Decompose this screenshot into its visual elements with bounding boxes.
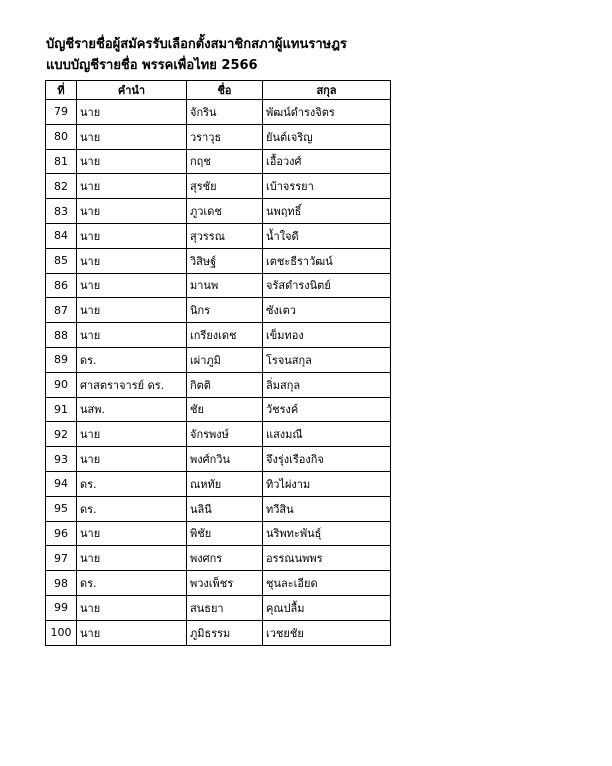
row-title: นาย xyxy=(77,595,187,620)
row-number: 98 xyxy=(46,571,77,596)
row-name: วราวุธ xyxy=(187,124,263,149)
row-name: นลินี xyxy=(187,496,263,521)
table-row xyxy=(46,347,391,372)
row-surname: จึงรุ่งเรืองกิจ xyxy=(263,447,391,472)
row-surname: นพฤทธิ์ xyxy=(263,199,391,224)
document-subtitle: แบบบัญชีรายชื่อ พรรคเพื่อไทย 2566 xyxy=(46,58,258,73)
row-title: นาย xyxy=(77,223,187,248)
table-row xyxy=(46,571,391,596)
header-title: คำนำ xyxy=(77,81,187,100)
row-number: 93 xyxy=(46,447,77,472)
row-number: 83 xyxy=(46,199,77,224)
row-surname: คุณปลื้ม xyxy=(263,595,391,620)
row-name: ณหทัย xyxy=(187,471,263,496)
row-number: 89 xyxy=(46,347,77,372)
table-row xyxy=(46,323,391,348)
table-row xyxy=(46,620,391,645)
row-surname: โรจนสกุล xyxy=(263,347,391,372)
table-row xyxy=(46,223,391,248)
row-number: 86 xyxy=(46,273,77,298)
row-title: นาย xyxy=(77,521,187,546)
row-surname: นริพทะพันธุ์ xyxy=(263,521,391,546)
row-name: สนธยา xyxy=(187,595,263,620)
row-number: 79 xyxy=(46,100,77,125)
row-number: 100 xyxy=(46,620,77,645)
table-row xyxy=(46,149,391,174)
row-number: 97 xyxy=(46,546,77,571)
table-row xyxy=(46,521,391,546)
row-title: นาย xyxy=(77,422,187,447)
row-title: ดร. xyxy=(77,496,187,521)
row-number: 85 xyxy=(46,248,77,273)
row-name: กิตติ xyxy=(187,372,263,397)
row-name: วิสิษฐ์ xyxy=(187,248,263,273)
row-name: พงศกร xyxy=(187,546,263,571)
row-title: นาย xyxy=(77,323,187,348)
row-number: 80 xyxy=(46,124,77,149)
row-number: 94 xyxy=(46,471,77,496)
table-row xyxy=(46,100,391,125)
row-title: นาย xyxy=(77,620,187,645)
row-name: เผ่าภูมิ xyxy=(187,347,263,372)
table-row xyxy=(46,447,391,472)
header-name: ชื่อ xyxy=(187,81,263,100)
table-row xyxy=(46,174,391,199)
row-surname: ทวีสิน xyxy=(263,496,391,521)
row-surname: น้ำใจดี xyxy=(263,223,391,248)
row-name: พิชัย xyxy=(187,521,263,546)
row-surname: เวชยชัย xyxy=(263,620,391,645)
row-name: ภูมิธรรม xyxy=(187,620,263,645)
row-surname: ชุนละเอียด xyxy=(263,571,391,596)
row-surname: เบ้าจรรยา xyxy=(263,174,391,199)
row-surname: ยันต์เจริญ xyxy=(263,124,391,149)
document-title: บัญชีรายชื่อผู้สมัครรับเลือกตั้งสมาชิกสภาผู้แทนราษฎร xyxy=(46,37,347,52)
row-title: นาย xyxy=(77,174,187,199)
row-number: 84 xyxy=(46,223,77,248)
table-row xyxy=(46,397,391,422)
row-name: พวงเพ็ชร xyxy=(187,571,263,596)
table-row xyxy=(46,595,391,620)
row-number: 99 xyxy=(46,595,77,620)
row-name: ภูวเดช xyxy=(187,199,263,224)
row-surname: วัชรงค์ xyxy=(263,397,391,422)
row-name: จักริน xyxy=(187,100,263,125)
table-row xyxy=(46,273,391,298)
row-surname: จรัสดำรงนิตย์ xyxy=(263,273,391,298)
row-surname: เตชะธีราวัฒน์ xyxy=(263,248,391,273)
row-surname: เอื้อวงศ์ xyxy=(263,149,391,174)
table-header-row xyxy=(46,81,391,100)
table-row xyxy=(46,298,391,323)
row-number: 95 xyxy=(46,496,77,521)
row-number: 91 xyxy=(46,397,77,422)
row-surname: ทิวไผ่งาม xyxy=(263,471,391,496)
row-title: ศาสตราจารย์ ดร. xyxy=(77,372,187,397)
row-number: 87 xyxy=(46,298,77,323)
row-title: นสพ. xyxy=(77,397,187,422)
row-surname: อรรณนพพร xyxy=(263,546,391,571)
row-name: มานพ xyxy=(187,273,263,298)
table-row xyxy=(46,422,391,447)
row-name: จักรพงษ์ xyxy=(187,422,263,447)
row-number: 92 xyxy=(46,422,77,447)
row-name: ชัย xyxy=(187,397,263,422)
row-name: พงศ์กวิน xyxy=(187,447,263,472)
row-number: 96 xyxy=(46,521,77,546)
table-row xyxy=(46,199,391,224)
row-title: นาย xyxy=(77,124,187,149)
header-surname: สกุล xyxy=(263,81,391,100)
table-body xyxy=(46,100,391,646)
row-title: นาย xyxy=(77,298,187,323)
table-row xyxy=(46,124,391,149)
row-name: กฤช xyxy=(187,149,263,174)
table-row xyxy=(46,471,391,496)
row-title: นาย xyxy=(77,546,187,571)
row-surname: เข็มทอง xyxy=(263,323,391,348)
candidate-table xyxy=(45,80,391,646)
table-row xyxy=(46,496,391,521)
row-title: นาย xyxy=(77,447,187,472)
row-name: สุวรรณ xyxy=(187,223,263,248)
row-surname: แสงมณี xyxy=(263,422,391,447)
row-name: นิกร xyxy=(187,298,263,323)
row-title: ดร. xyxy=(77,571,187,596)
row-surname: ลิ่มสกุล xyxy=(263,372,391,397)
row-title: นาย xyxy=(77,149,187,174)
row-title: นาย xyxy=(77,199,187,224)
row-number: 82 xyxy=(46,174,77,199)
row-surname: พัฒน์ดำรงจิตร xyxy=(263,100,391,125)
table-row xyxy=(46,248,391,273)
row-title: นาย xyxy=(77,100,187,125)
row-name: เกรียงเดช xyxy=(187,323,263,348)
header-number: ที่ xyxy=(46,81,77,100)
row-surname: ซังเตว xyxy=(263,298,391,323)
row-number: 81 xyxy=(46,149,77,174)
row-title: นาย xyxy=(77,248,187,273)
row-number: 90 xyxy=(46,372,77,397)
row-title: ดร. xyxy=(77,347,187,372)
row-title: นาย xyxy=(77,273,187,298)
row-name: สุรชัย xyxy=(187,174,263,199)
table-row xyxy=(46,546,391,571)
row-number: 88 xyxy=(46,323,77,348)
table-row xyxy=(46,372,391,397)
row-title: ดร. xyxy=(77,471,187,496)
